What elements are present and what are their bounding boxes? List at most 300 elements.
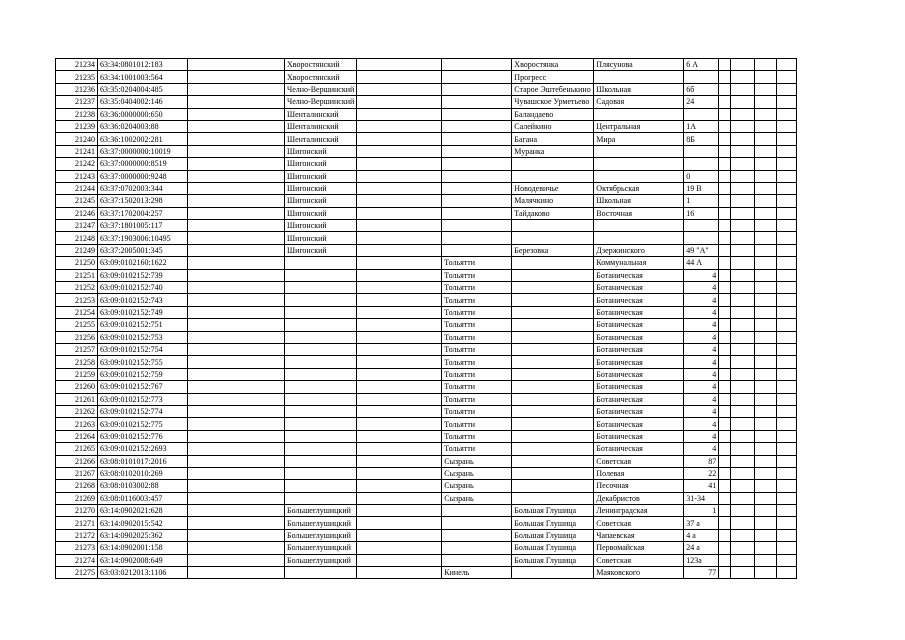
cell-house-number: 22 (684, 467, 719, 479)
table-row (56, 542, 797, 554)
cell-row-number: 21257 (56, 343, 98, 355)
cell-blank (357, 505, 442, 517)
cell-cadastral-number: 63:37:0702003:344 (98, 182, 188, 194)
cell-cadastral-number: 63:37:1502013:298 (98, 195, 188, 207)
cell-cadastral-number: 63:14:0902025:362 (98, 529, 188, 541)
cell-cadastral-number: 63:09:0102152:2693 (98, 443, 188, 455)
cell-street: Советская (594, 554, 684, 566)
cell-city (442, 554, 512, 566)
cell-settlement: Старое Эштебенькино (512, 83, 594, 95)
cell-blank (731, 356, 755, 368)
cell-house-number (684, 158, 719, 170)
cell-district: Шигонский (285, 207, 357, 219)
cell-row-number: 21267 (56, 467, 98, 479)
cell-house-number: 1 (684, 505, 719, 517)
cell-blank (755, 405, 777, 417)
cell-settlement (512, 443, 594, 455)
cell-district: Шигонский (285, 244, 357, 256)
cell-street: Первомайская (594, 542, 684, 554)
cell-settlement (512, 331, 594, 343)
cell-cadastral-number: 63:09:0102152:751 (98, 319, 188, 331)
cell-blank (719, 455, 731, 467)
cell-house-number: 19 В (684, 182, 719, 194)
cell-settlement (512, 492, 594, 504)
cell-cadastral-number: 63:14:0902008:649 (98, 554, 188, 566)
cell-blank (731, 282, 755, 294)
cell-blank (731, 492, 755, 504)
cell-cadastral-number: 63:09:0102152:740 (98, 282, 188, 294)
cell-blank (755, 269, 777, 281)
cell-blank (755, 368, 777, 380)
cell-blank (719, 269, 731, 281)
cell-street: Чапаевская (594, 529, 684, 541)
table-row (56, 294, 797, 306)
cell-row-number: 21250 (56, 257, 98, 269)
cell-row-number: 21236 (56, 83, 98, 95)
cell-blank (357, 381, 442, 393)
cell-blank (719, 170, 731, 182)
cell-blank (731, 480, 755, 492)
cell-blank (777, 319, 797, 331)
cell-row-number: 21239 (56, 120, 98, 132)
cell-district: Большеглушицкий (285, 542, 357, 554)
table-row (56, 145, 797, 157)
cell-street: Ботаническая (594, 405, 684, 417)
cell-street: Центральная (594, 120, 684, 132)
cell-blank (719, 542, 731, 554)
cell-blank (719, 343, 731, 355)
table-row (56, 492, 797, 504)
cell-blank (188, 83, 285, 95)
cell-row-number: 21234 (56, 59, 98, 71)
cell-blank (777, 145, 797, 157)
cell-blank (357, 282, 442, 294)
cell-blank (357, 170, 442, 182)
cell-district (285, 418, 357, 430)
cell-cadastral-number: 63:09:0102152:749 (98, 306, 188, 318)
cell-city (442, 182, 512, 194)
cell-street: Советская (594, 517, 684, 529)
cell-blank (188, 529, 285, 541)
cell-blank (719, 220, 731, 232)
cell-blank (719, 554, 731, 566)
cell-city (442, 195, 512, 207)
cell-city (442, 158, 512, 170)
cell-blank (188, 232, 285, 244)
cell-blank (731, 220, 755, 232)
cell-blank (755, 542, 777, 554)
table-row (56, 207, 797, 219)
cell-blank (777, 455, 797, 467)
cell-cadastral-number: 63:09:0102152:755 (98, 356, 188, 368)
cell-blank (731, 443, 755, 455)
cell-cadastral-number: 63:09:0102152:753 (98, 331, 188, 343)
cell-district: Шигонский (285, 170, 357, 182)
cell-district (285, 257, 357, 269)
cell-blank (188, 220, 285, 232)
cell-street: Советская (594, 455, 684, 467)
cell-district (285, 393, 357, 405)
cell-blank (755, 343, 777, 355)
table-row (56, 158, 797, 170)
cell-blank (731, 294, 755, 306)
cell-blank (719, 319, 731, 331)
cell-blank (755, 529, 777, 541)
table-row (56, 133, 797, 145)
cell-blank (188, 554, 285, 566)
cell-street: Ленинградская (594, 505, 684, 517)
cell-blank (357, 182, 442, 194)
cell-blank (731, 430, 755, 442)
cell-blank (719, 232, 731, 244)
cell-blank (755, 257, 777, 269)
cell-street: Ботаническая (594, 331, 684, 343)
cell-city: Сызрань (442, 492, 512, 504)
cell-blank (731, 145, 755, 157)
cell-house-number: 4 (684, 356, 719, 368)
cell-blank (777, 220, 797, 232)
cell-city: Тольятти (442, 306, 512, 318)
cell-blank (731, 244, 755, 256)
cell-blank (188, 244, 285, 256)
cell-blank (755, 59, 777, 71)
table-row (56, 269, 797, 281)
cell-blank (755, 108, 777, 120)
cell-blank (719, 529, 731, 541)
cell-district (285, 331, 357, 343)
cell-cadastral-number: 63:09:0102152:754 (98, 343, 188, 355)
cell-blank (777, 232, 797, 244)
cell-blank (719, 306, 731, 318)
cell-district: Большеглушицкий (285, 505, 357, 517)
cell-blank (731, 269, 755, 281)
cell-blank (731, 343, 755, 355)
cell-blank (188, 71, 285, 83)
cell-blank (731, 59, 755, 71)
cell-blank (777, 480, 797, 492)
cell-house-number: 4 (684, 294, 719, 306)
cell-blank (719, 195, 731, 207)
cell-row-number: 21242 (56, 158, 98, 170)
cell-row-number: 21247 (56, 220, 98, 232)
cell-blank (777, 207, 797, 219)
cell-blank (755, 331, 777, 343)
cell-cadastral-number: 63:36:0000000:650 (98, 108, 188, 120)
cell-settlement (512, 220, 594, 232)
table-row (56, 567, 797, 579)
cell-city: Тольятти (442, 282, 512, 294)
cell-house-number: 49 "А" (684, 244, 719, 256)
cell-city (442, 59, 512, 71)
cell-blank (777, 393, 797, 405)
cell-blank (357, 319, 442, 331)
cell-blank (357, 96, 442, 108)
cell-blank (777, 182, 797, 194)
cell-blank (777, 195, 797, 207)
cell-settlement (512, 319, 594, 331)
cell-cadastral-number: 63:37:1702004:257 (98, 207, 188, 219)
cell-blank (719, 96, 731, 108)
cell-street: Полевая (594, 467, 684, 479)
cell-settlement: Салейкино (512, 120, 594, 132)
table-body (56, 59, 797, 579)
cell-house-number: 0 (684, 170, 719, 182)
cell-row-number: 21268 (56, 480, 98, 492)
cell-settlement (512, 430, 594, 442)
cell-city: Сызрань (442, 480, 512, 492)
cell-blank (719, 59, 731, 71)
cell-house-number: 4 (684, 418, 719, 430)
cell-cadastral-number: 63:09:0102152:774 (98, 405, 188, 417)
cell-district: Челно-Вершинский (285, 83, 357, 95)
cell-cadastral-number: 63:35:0204004:485 (98, 83, 188, 95)
cell-street: Ботаническая (594, 319, 684, 331)
cell-house-number: 4 (684, 319, 719, 331)
table-row (56, 71, 797, 83)
cell-row-number: 21255 (56, 319, 98, 331)
cell-settlement (512, 467, 594, 479)
cell-city (442, 145, 512, 157)
cell-blank (731, 195, 755, 207)
cell-district (285, 492, 357, 504)
cell-blank (731, 467, 755, 479)
cell-street: Декабристов (594, 492, 684, 504)
cell-street: Восточная (594, 207, 684, 219)
cell-row-number: 21254 (56, 306, 98, 318)
cell-blank (755, 381, 777, 393)
cell-blank (777, 120, 797, 132)
cell-blank (777, 133, 797, 145)
cell-blank (357, 529, 442, 541)
cell-blank (777, 517, 797, 529)
cell-city: Тольятти (442, 418, 512, 430)
cell-settlement: Хворостянка (512, 59, 594, 71)
cell-settlement (512, 418, 594, 430)
cell-settlement (512, 306, 594, 318)
cell-blank (777, 257, 797, 269)
cell-district (285, 294, 357, 306)
cell-blank (719, 443, 731, 455)
cell-blank (719, 368, 731, 380)
cell-house-number: 77 (684, 567, 719, 579)
cell-settlement (512, 170, 594, 182)
cell-row-number: 21259 (56, 368, 98, 380)
cell-blank (731, 71, 755, 83)
cell-cadastral-number: 63:09:0102152:776 (98, 430, 188, 442)
cell-blank (188, 505, 285, 517)
cell-blank (755, 393, 777, 405)
cell-city: Тольятти (442, 405, 512, 417)
cell-blank (777, 306, 797, 318)
cell-street: Октябрьская (594, 182, 684, 194)
cell-district (285, 405, 357, 417)
cell-blank (731, 455, 755, 467)
cell-blank (188, 120, 285, 132)
cell-blank (357, 108, 442, 120)
cell-blank (719, 83, 731, 95)
cell-row-number: 21262 (56, 405, 98, 417)
cell-street (594, 145, 684, 157)
table-row (56, 120, 797, 132)
cell-house-number: 87 (684, 455, 719, 467)
cell-blank (731, 554, 755, 566)
cell-house-number: 24 а (684, 542, 719, 554)
cell-blank (357, 443, 442, 455)
cell-house-number: 1 (684, 195, 719, 207)
cell-settlement (512, 269, 594, 281)
cell-street: Садовая (594, 96, 684, 108)
cell-blank (188, 567, 285, 579)
cell-district: Шигонский (285, 232, 357, 244)
cell-blank (755, 244, 777, 256)
cell-blank (755, 567, 777, 579)
cell-blank (719, 331, 731, 343)
cell-street (594, 71, 684, 83)
cell-cadastral-number: 63:14:0902015:542 (98, 517, 188, 529)
cell-blank (719, 244, 731, 256)
cell-city (442, 207, 512, 219)
cell-blank (357, 430, 442, 442)
table-row (56, 529, 797, 541)
cell-row-number: 21244 (56, 182, 98, 194)
cell-cadastral-number: 63:08:0101017:2016 (98, 455, 188, 467)
cell-blank (188, 480, 285, 492)
cell-district (285, 343, 357, 355)
cell-blank (357, 257, 442, 269)
cell-blank (731, 207, 755, 219)
cell-blank (719, 294, 731, 306)
cell-district: Хворостянский (285, 59, 357, 71)
cell-blank (188, 393, 285, 405)
cell-blank (719, 430, 731, 442)
cell-city: Тольятти (442, 381, 512, 393)
cell-blank (731, 232, 755, 244)
cell-house-number: 4 (684, 405, 719, 417)
cell-row-number: 21266 (56, 455, 98, 467)
table-row (56, 455, 797, 467)
cell-row-number: 21275 (56, 567, 98, 579)
cell-city (442, 108, 512, 120)
cell-blank (719, 492, 731, 504)
table-row (56, 430, 797, 442)
cell-blank (731, 182, 755, 194)
cell-street: Ботаническая (594, 269, 684, 281)
cell-blank (777, 467, 797, 479)
table-row (56, 195, 797, 207)
cell-street (594, 232, 684, 244)
cell-blank (719, 282, 731, 294)
cell-settlement (512, 294, 594, 306)
cell-blank (188, 182, 285, 194)
cell-blank (777, 343, 797, 355)
cell-blank (357, 145, 442, 157)
cell-blank (755, 356, 777, 368)
cell-house-number: 4 (684, 430, 719, 442)
cell-blank (777, 158, 797, 170)
cell-cadastral-number: 63:03:0212013:1106 (98, 567, 188, 579)
cell-cadastral-number: 63:09:0102152:775 (98, 418, 188, 430)
cell-blank (755, 554, 777, 566)
cell-blank (719, 381, 731, 393)
cell-street: Ботаническая (594, 381, 684, 393)
cell-district (285, 306, 357, 318)
cell-district: Большеглушицкий (285, 529, 357, 541)
cell-blank (731, 83, 755, 95)
cell-blank (188, 170, 285, 182)
table-row (56, 480, 797, 492)
cell-house-number: 8Б (684, 133, 719, 145)
cell-blank (731, 170, 755, 182)
cell-row-number: 21263 (56, 418, 98, 430)
cell-row-number: 21252 (56, 282, 98, 294)
cell-blank (731, 306, 755, 318)
cell-blank (755, 443, 777, 455)
cell-blank (188, 294, 285, 306)
cell-blank (755, 430, 777, 442)
cell-house-number: 4 (684, 443, 719, 455)
table-row (56, 170, 797, 182)
cell-blank (188, 455, 285, 467)
cell-city (442, 244, 512, 256)
table-row (56, 83, 797, 95)
cell-blank (755, 467, 777, 479)
cell-blank (357, 71, 442, 83)
cell-blank (188, 59, 285, 71)
cell-blank (188, 207, 285, 219)
cell-district (285, 443, 357, 455)
cell-district (285, 430, 357, 442)
cell-row-number: 21273 (56, 542, 98, 554)
cell-city: Тольятти (442, 269, 512, 281)
cell-house-number: 44 А (684, 257, 719, 269)
cell-blank (719, 467, 731, 479)
cell-blank (188, 269, 285, 281)
cell-blank (357, 418, 442, 430)
cell-blank (719, 418, 731, 430)
cell-blank (755, 480, 777, 492)
cell-settlement (512, 232, 594, 244)
cell-blank (777, 83, 797, 95)
cell-house-number: 31-34 (684, 492, 719, 504)
cell-blank (188, 195, 285, 207)
cell-blank (719, 505, 731, 517)
cell-blank (777, 356, 797, 368)
cell-row-number: 21238 (56, 108, 98, 120)
cell-district: Шенталинский (285, 133, 357, 145)
cell-street: Плясунова (594, 59, 684, 71)
cell-blank (719, 405, 731, 417)
cell-settlement: Чувашское Урметьево (512, 96, 594, 108)
cell-row-number: 21270 (56, 505, 98, 517)
cell-settlement: Березовка (512, 244, 594, 256)
cell-blank (777, 492, 797, 504)
cell-blank (357, 269, 442, 281)
cell-blank (719, 133, 731, 145)
cell-district: Шигонский (285, 195, 357, 207)
cell-settlement (512, 480, 594, 492)
cell-blank (777, 430, 797, 442)
cell-row-number: 21235 (56, 71, 98, 83)
cell-row-number: 21253 (56, 294, 98, 306)
cell-house-number: 4 (684, 368, 719, 380)
cell-blank (357, 517, 442, 529)
cell-street: Ботаническая (594, 294, 684, 306)
cell-blank (755, 418, 777, 430)
cell-cadastral-number: 63:36:1002002:281 (98, 133, 188, 145)
cell-district (285, 368, 357, 380)
cell-blank (777, 108, 797, 120)
table-row (56, 331, 797, 343)
